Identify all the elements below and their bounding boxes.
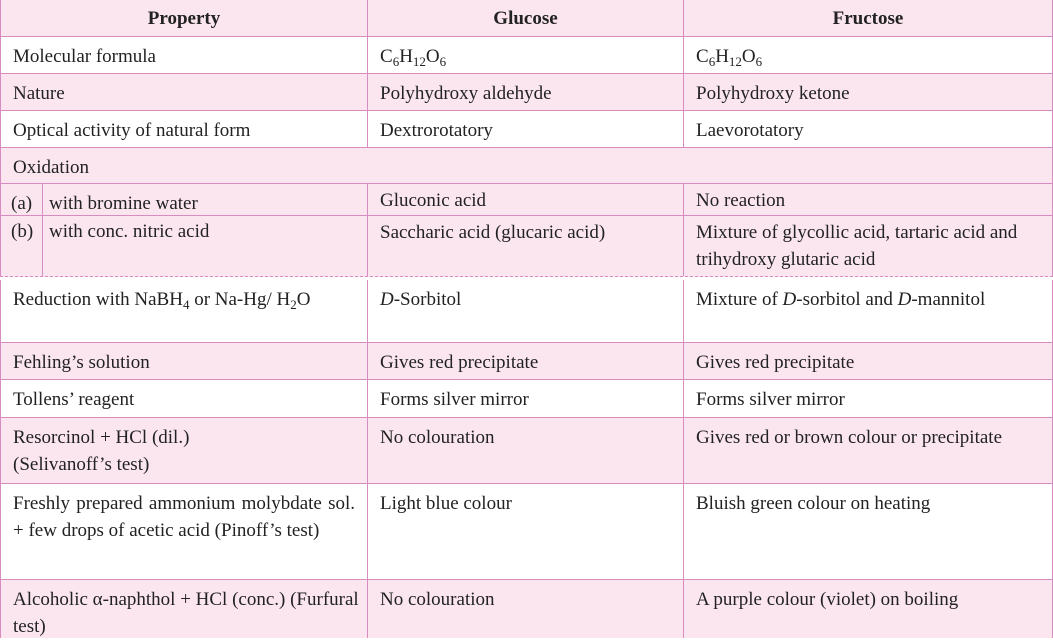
table-row-optical-activity: [0, 111, 1053, 148]
fructose-cell: Bluish green colour on heating: [683, 484, 1053, 579]
property-cell: Molecular formula: [0, 37, 367, 73]
glucose-cell: Gives red precipitate: [367, 343, 683, 379]
item-text: with bromine water: [49, 193, 198, 214]
table-row-furfural: [0, 580, 1053, 638]
header-fructose: Fructose: [683, 0, 1053, 36]
property-cell: [0, 216, 367, 276]
table-row-pinoff: [0, 484, 1053, 580]
table-row-tollens: [0, 380, 1053, 418]
fructose-cell: No reaction: [683, 184, 1053, 215]
glucose-cell: Forms silver mirror: [367, 380, 683, 417]
table-row-molecular-formula: [0, 37, 1053, 74]
header-glucose: Glucose: [367, 0, 683, 36]
property-cell: Tollens’ reagent: [0, 380, 367, 417]
fructose-cell: Forms silver mirror: [683, 380, 1053, 417]
property-cell: Freshly prepared ammonium molybdate sol. + few drops of acetic acid (Pinoff’s test): [0, 484, 367, 579]
property-cell: Nature: [0, 74, 367, 110]
property-cell: Fehling’s solution: [0, 343, 367, 379]
section-heading: Oxidation: [0, 148, 1053, 183]
table-row-fehling: [0, 343, 1053, 380]
fructose-cell: Laevorotatory: [683, 111, 1053, 147]
fructose-cell: A purple colour (violet) on boiling: [683, 580, 1053, 638]
fructose-cell: Mixture of glycollic acid, tartaric acid and trihydroxy glutaric acid: [683, 216, 1053, 276]
fructose-cell: Gives red or brown colour or precipitate: [683, 418, 1053, 483]
table-header-row: [0, 0, 1053, 37]
property-cell: Optical activity of natural form: [0, 111, 367, 147]
glucose-cell: Gluconic acid: [367, 184, 683, 215]
property-cell: Alcoholic α-naphthol + HCl (conc.) (Furfural test): [0, 580, 367, 638]
item-label: (b): [1, 216, 43, 276]
glucose-cell: Dextrorotatory: [367, 111, 683, 147]
property-cell: Reduction with NaBH$_4$ or Na-Hg/ $H_2O$: [0, 280, 367, 342]
table-row-oxidation: [0, 148, 1053, 184]
fructose-cell: Polyhydroxy ketone: [683, 74, 1053, 110]
glucose-cell: No colouration: [367, 418, 683, 483]
fructose-cell: Mixture of D-sorbitol and D-mannitol: [683, 280, 1053, 342]
glucose-cell: D-Sorbitol: [367, 280, 683, 342]
header-property: Property: [0, 0, 367, 36]
property-cell: [0, 184, 367, 215]
item-text: with conc. nitric acid: [49, 221, 210, 242]
glucose-cell: Saccharic acid (glucaric acid): [367, 216, 683, 276]
table-row-oxidation-b: [0, 216, 1053, 277]
glucose-cell: Polyhydroxy aldehyde: [367, 74, 683, 110]
fructose-cell: Gives red precipitate: [683, 343, 1053, 379]
property-cell: Resorcinol + HCl (dil.) (Selivanoff’s test): [0, 418, 367, 483]
glucose-formula: $C_6H_{12}O_6$: [367, 37, 683, 73]
fructose-formula: $C_6H_{12}O_6$: [683, 37, 1053, 73]
glucose-cell: No colouration: [367, 580, 683, 638]
table-row-nature: [0, 74, 1053, 111]
table-row-oxidation-a: [0, 184, 1053, 216]
glucose-cell: Light blue colour: [367, 484, 683, 579]
item-label: (a): [1, 184, 43, 215]
table-row-selivanoff: [0, 418, 1053, 484]
table-row-reduction: [0, 280, 1053, 343]
